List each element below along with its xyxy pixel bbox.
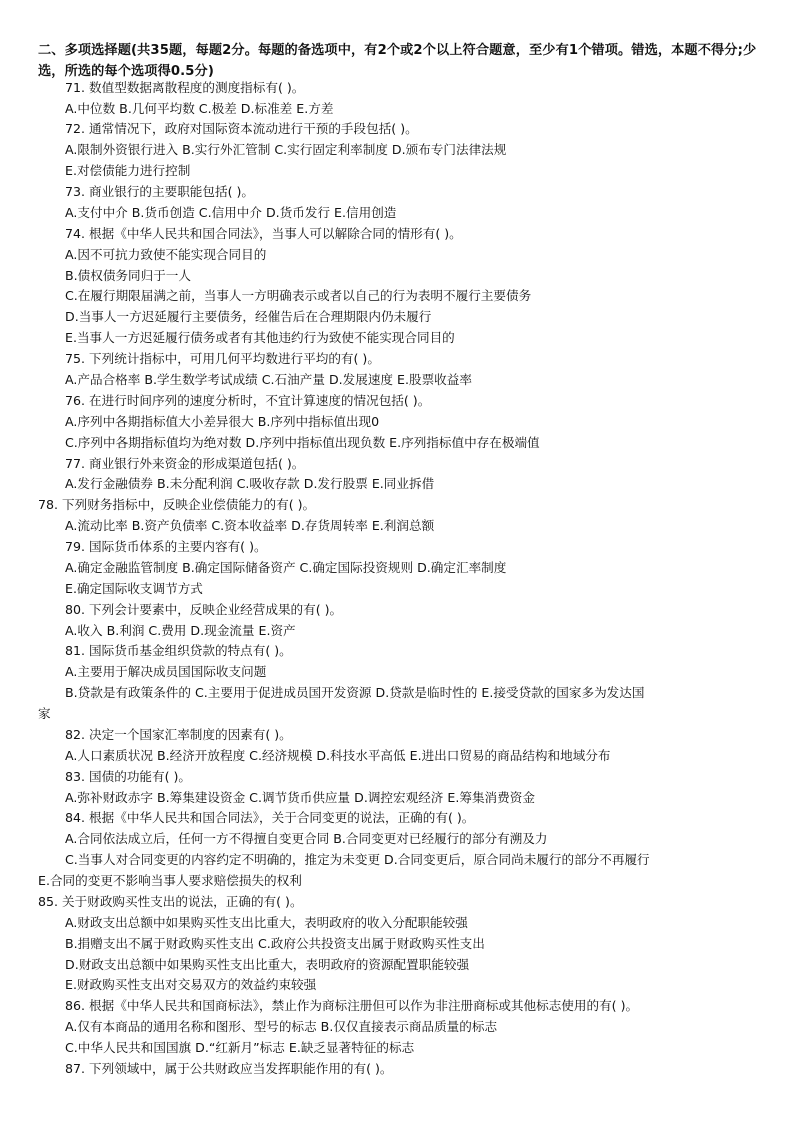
question-74: 74. 根据《中华人民共和国合同法》，当事人可以解除合同的情形有( )。 <box>65 226 462 241</box>
question-79: 79. 国际货币体系的主要内容有( )。 <box>65 539 267 554</box>
question-85-option-e: E.财政购买性支出对交易双方的效益约束较强 <box>65 977 317 992</box>
question-85-options-b-c: B.捐赠支出不属于财政购买性支出 C.政府公共投资支出属于财政购买性支出 <box>65 936 485 951</box>
question-83: 83. 国债的功能有( )。 <box>65 769 192 784</box>
question-71-options: A.中位数 B.几何平均数 C.极差 D.标准差 E.方差 <box>65 101 334 116</box>
question-77: 77. 商业银行外来资金的形成渠道包括( )。 <box>65 456 305 471</box>
question-81-options-wrap: 家 <box>38 706 51 721</box>
question-75: 75. 下列统计指标中，可用几何平均数进行平均的有( )。 <box>65 351 380 366</box>
question-78-options: A.流动比率 B.资产负债率 C.资本收益率 D.存货周转率 E.利润总额 <box>65 518 435 533</box>
question-86-options-2: C.中华人民共和国国旗 D.“红新月”标志 E.缺乏显著特征的标志 <box>65 1040 415 1055</box>
question-74-option-c: C.在履行期限届满之前，当事人一方明确表示或者以自己的行为表明不履行主要债务 <box>65 288 532 303</box>
question-74-option-a: A.因不可抗力致使不能实现合同目的 <box>65 247 267 262</box>
question-79-options-cont: E.确定国际收支调节方式 <box>65 581 203 596</box>
question-74-option-b: B.债权债务同归于一人 <box>65 268 191 283</box>
question-78: 78. 下列财务指标中，反映企业偿债能力的有( )。 <box>38 497 316 512</box>
question-84-options-1: A.合同依法成立后，任何一方不得擅自变更合同 B.合同变更对已经履行的部分有溯及力 <box>65 831 548 846</box>
question-72-options: A.限制外资银行进入 B.实行外汇管制 C.实行固定利率制度 D.颁布专门法律法规 <box>65 142 507 157</box>
question-85-option-a: A.财政支出总额中如果购买性支出比重大，表明政府的收入分配职能较强 <box>65 915 468 930</box>
question-81-option-a: A.主要用于解决成员国国际收支问题 <box>65 664 267 679</box>
question-76: 76. 在进行时间序列的速度分析时，不宜计算速度的情况包括( )。 <box>65 393 431 408</box>
question-80: 80. 下列会计要素中，反映企业经营成果的有( )。 <box>65 602 343 617</box>
question-81-options-b-e: B.贷款是有政策条件的 C.主要用于促进成员国开发资源 D.贷款是临时性的 E.接受贷款的国家多为发达国 <box>65 685 645 700</box>
question-71: 71. 数值型数据离散程度的测度指标有( )。 <box>65 80 305 95</box>
question-72-options-cont: E.对偿债能力进行控制 <box>65 163 191 178</box>
question-84: 84. 根据《中华人民共和国合同法》，关于合同变更的说法，正确的有( )。 <box>65 810 475 825</box>
question-77-options: A.发行金融债券 B.未分配利润 C.吸收存款 D.发行股票 E.同业拆借 <box>65 476 435 491</box>
question-82-options: A.人口素质状况 B.经济开放程度 C.经济规模 D.科技水平高低 E.进出口贸易的商品结构和地域分布 <box>65 748 611 763</box>
question-86-options-1: A.仅有本商品的通用名称和图形、型号的标志 B.仅仅直接表示商品质量的标志 <box>65 1019 498 1034</box>
question-83-options: A.弥补财政赤字 B.筹集建设资金 C.调节货币供应量 D.调控宏观经济 E.筹集消费资金 <box>65 790 535 805</box>
question-72: 72. 通常情况下，政府对国际资本流动进行干预的手段包括( )。 <box>65 121 418 136</box>
question-79-options: A.确定金融监管制度 B.确定国际储备资产 C.确定国际投资规则 D.确定汇率制度 <box>65 560 507 575</box>
question-76-options-2: C.序列中各期指标值均为绝对数 D.序列中指标值出现负数 E.序列指标值中存在极端值 <box>65 435 540 450</box>
question-84-option-e: E.合同的变更不影响当事人要求赔偿损失的权利 <box>38 873 302 888</box>
question-73: 73. 商业银行的主要职能包括( )。 <box>65 184 254 199</box>
question-76-options-1: A.序列中各期指标值大小差异很大 B.序列中指标值出现0 <box>65 414 380 429</box>
section-header: 二、多项选择题(共35题，每题2分。每题的备选项中，有2个或2个以上符合题意，至少有1个错项。错选，本题不得分;少选，所选的每个选项得0.5分) <box>38 43 757 79</box>
question-87: 87. 下列领域中，属于公共财政应当发挥职能作用的有( )。 <box>65 1061 393 1076</box>
question-84-options-2: C.当事人对合同变更的内容约定不明确的，推定为未变更 D.合同变更后，原合同尚未履行的部分不再履行 <box>65 852 650 867</box>
question-81: 81. 国际货币基金组织贷款的特点有( )。 <box>65 643 292 658</box>
question-86: 86. 根据《中华人民共和国商标法》，禁止作为商标注册但可以作为非注册商标或其他标志使用的有( )。 <box>65 998 639 1013</box>
question-73-options: A.支付中介 B.货币创造 C.信用中介 D.货币发行 E.信用创造 <box>65 205 397 220</box>
question-82: 82. 决定一个国家汇率制度的因素有( )。 <box>65 727 292 742</box>
question-80-options: A.收入 B.利润 C.费用 D.现金流量 E.资产 <box>65 623 296 638</box>
question-85-option-d: D.财政支出总额中如果购买性支出比重大，表明政府的资源配置职能较强 <box>65 957 470 972</box>
question-74-option-e: E.当事人一方迟延履行债务或者有其他违约行为致使不能实现合同目的 <box>65 330 455 345</box>
question-85: 85. 关于财政购买性支出的说法，正确的有( )。 <box>38 894 303 909</box>
question-75-options: A.产品合格率 B.学生数学考试成绩 C.石油产量 D.发展速度 E.股票收益率 <box>65 372 472 387</box>
question-74-option-d: D.当事人一方迟延履行主要债务，经催告后在合理期限内仍未履行 <box>65 309 432 324</box>
